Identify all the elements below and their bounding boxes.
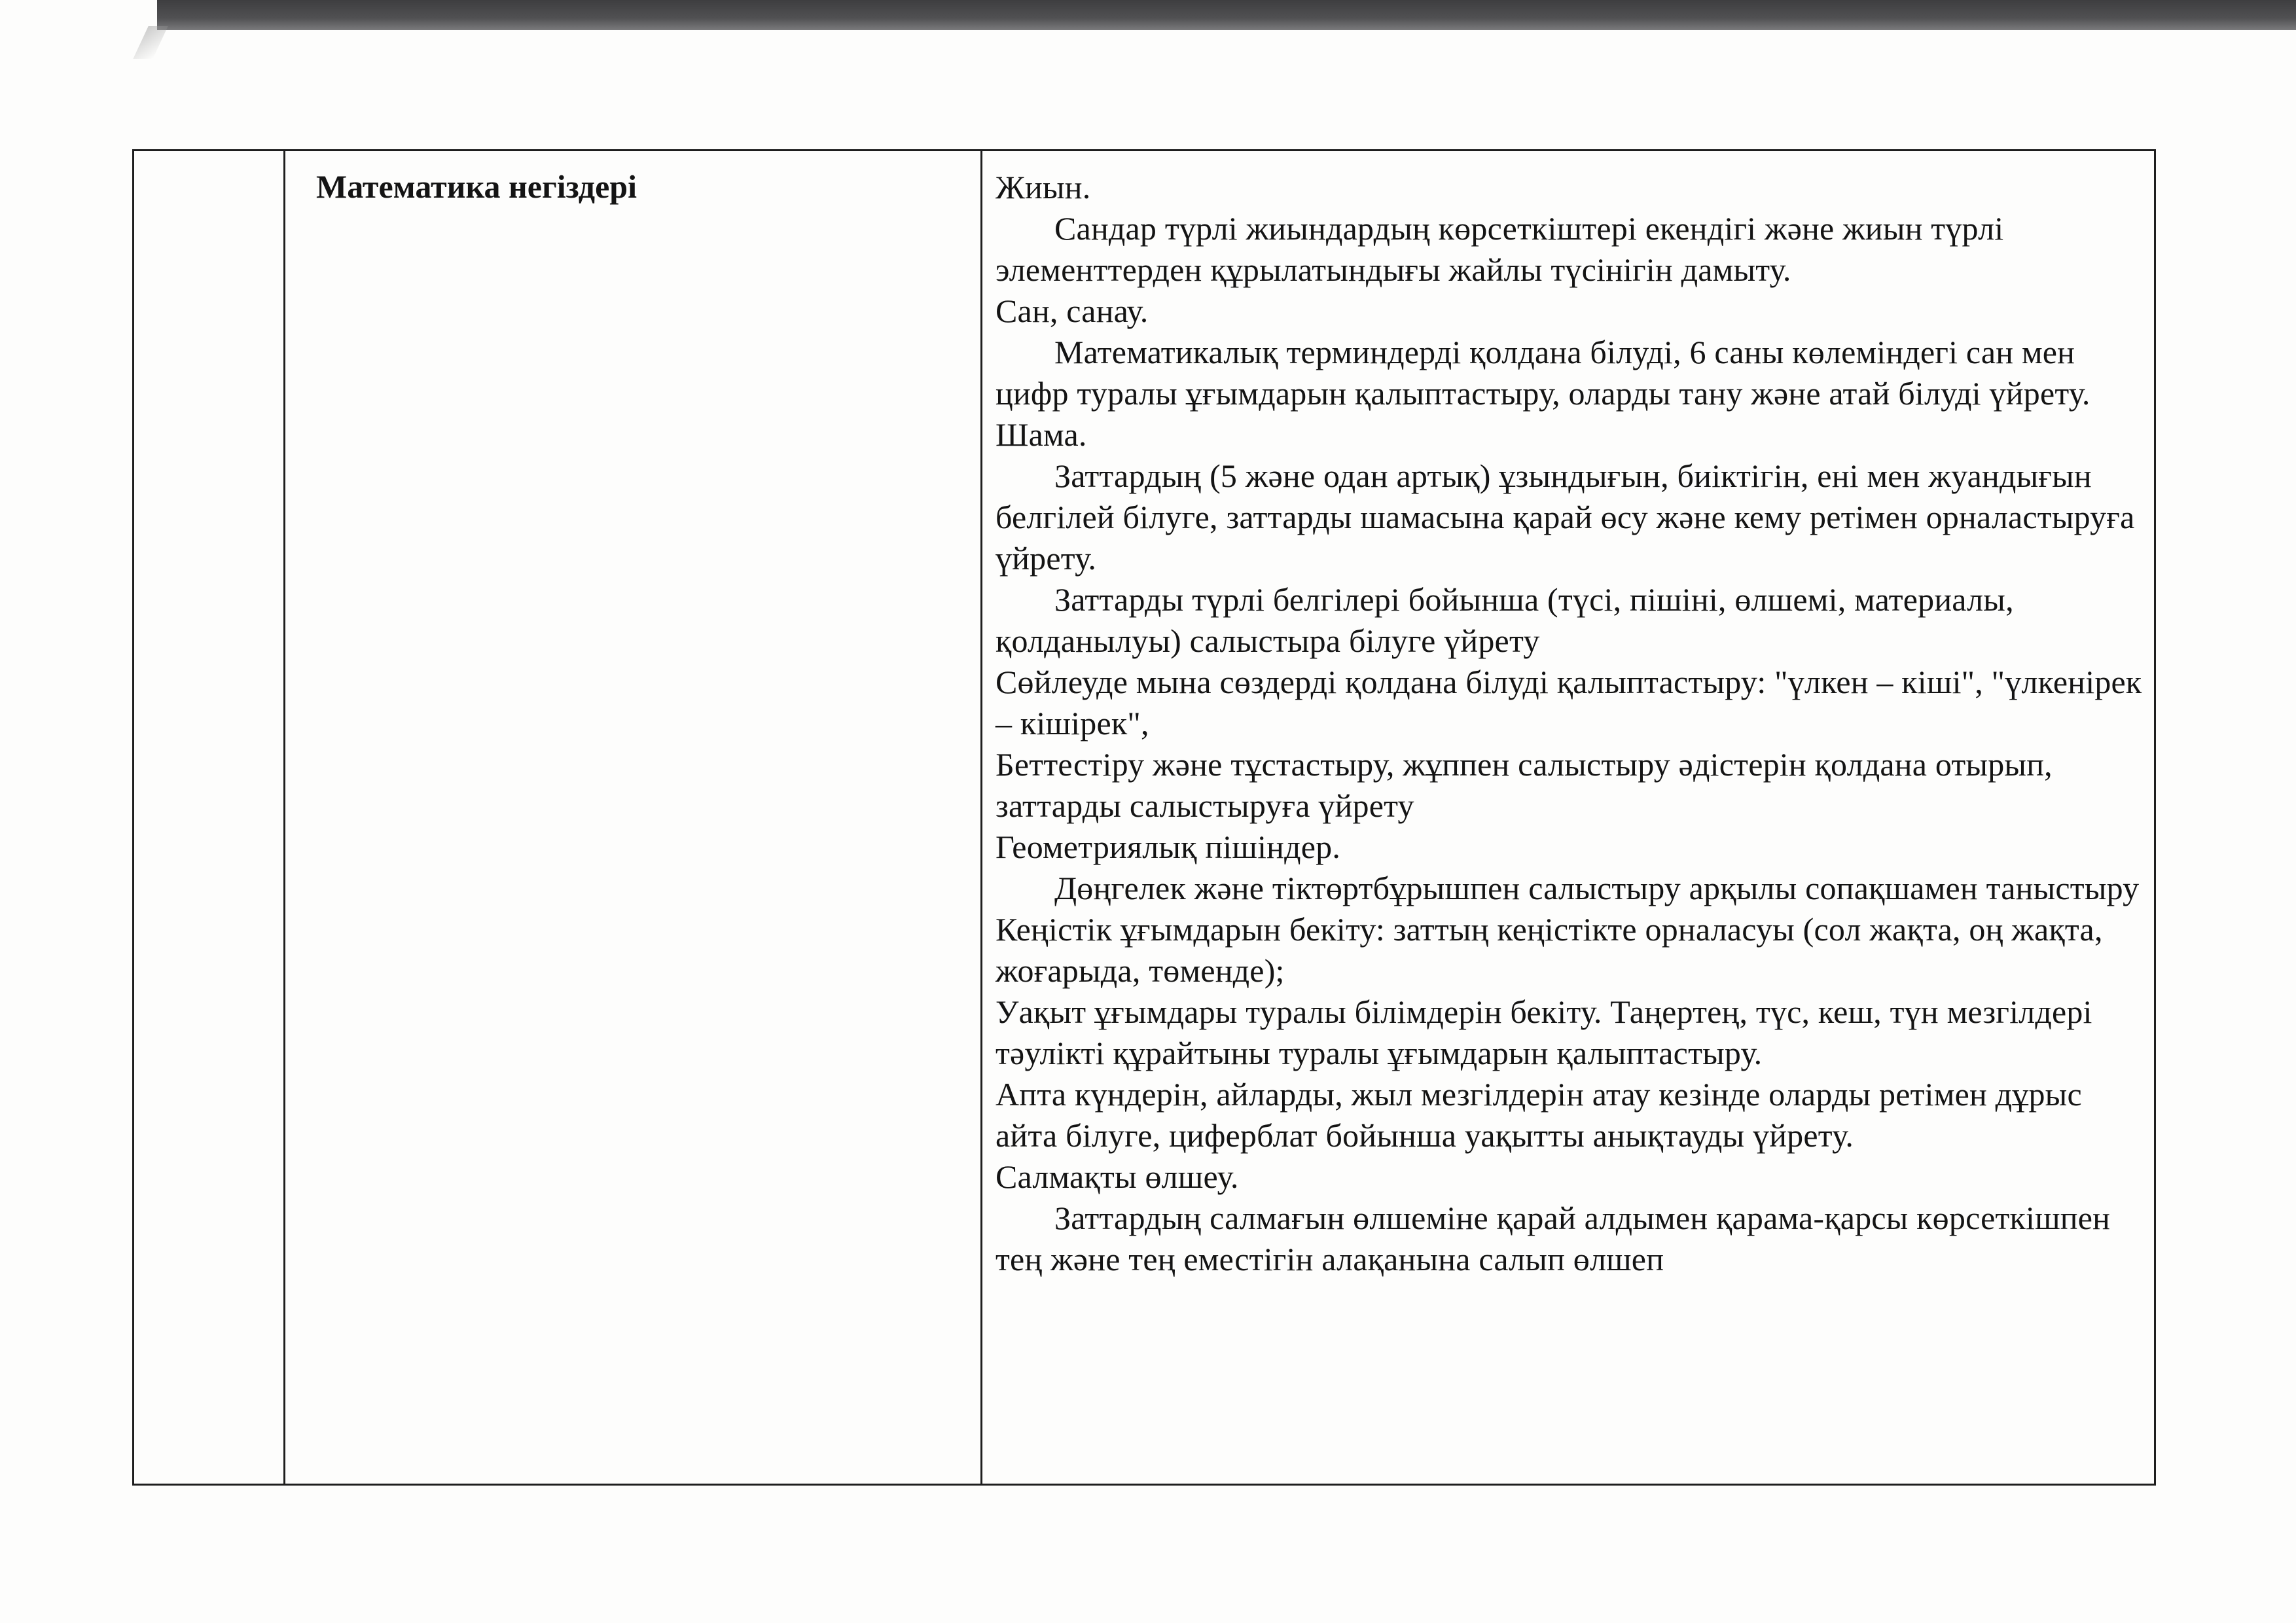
- content-line: Апта күндерін, айларды, жыл мезгілдерін атау кезінде оларды ретімен дұрыс айта білуге, циферблат бойынша уақытты анықтауды үйрету.: [996, 1076, 2082, 1154]
- column-divider: [980, 151, 982, 1484]
- content-line: Дөңгелек және тіктөртбұрышпен салыстыру арқылы сопақшамен таныстыру: [1054, 870, 2140, 906]
- scanner-edge-corner: [0, 0, 157, 30]
- content-line: Заттардың (5 және одан артық) ұзындығын, биіктігін, ені мен жуандығын белгілей білуге, заттарды шамасына қарай өсу және кему ретімен орналастыруға үйрету.: [996, 457, 2135, 577]
- content-line: Геометриялық пішіндер.: [996, 829, 1341, 865]
- content-line: Жиын.: [996, 169, 1091, 205]
- content-line: Сан, санау.: [996, 293, 1149, 329]
- content-line: Беттестіру және тұстастыру, жұппен салыстыру әдістерін қолдана отырып, заттарды салыстыруға үйрету: [996, 746, 2053, 824]
- content-line: Салмақты өлшеу.: [996, 1158, 1239, 1195]
- subject-cell: Математика негіздері: [316, 168, 637, 205]
- curriculum-table: [132, 149, 2156, 1486]
- content-line: Заттарды түрлі белгілері бойынша (түсі, пішіні, өлшемі, материалы, қолданылуы) салыстыра білуге үйрету: [996, 581, 2014, 659]
- content-line: Шама.: [996, 416, 1087, 453]
- scanner-edge: [157, 0, 2296, 30]
- content-line: Математикалық терминдерді қолдана білуді, 6 саны көлеміндегі сан мен цифр туралы ұғымдарын қалыптастыру, оларды тану және атай білуді үйрету.: [996, 334, 2090, 412]
- content-cell: [996, 167, 2147, 1280]
- scan-smudge: [133, 26, 168, 59]
- content-line: Кеңістік ұғымдарын бекіту: заттың кеңістікте орналасуы (сол жақта, оң жақта, жоғарыда, төменде);: [996, 911, 2103, 989]
- column-divider: [283, 151, 285, 1484]
- content-line: Заттардың салмағын өлшеміне қарай алдымен қарама-қарсы көрсеткішпен тең және тең еместігін алақанына салып өлшеп: [996, 1200, 2111, 1277]
- content-line: Сөйлеуде мына сөздерді қолдана білуді қалыптастыру: "үлкен – кіші", "үлкенірек – кішірек",: [996, 664, 2142, 741]
- content-line: Сандар түрлі жиындардың көрсеткіштері екендігі және жиын түрлі элементтерден құрылатындығы жайлы түсінігін дамыту.: [996, 210, 2004, 288]
- content-line: Уақыт ұғымдары туралы білімдерін бекіту. Таңертең, түс, кеш, түн мезгілдері тәулікті құрайтыны туралы ұғымдарын қалыптастыру.: [996, 993, 2092, 1071]
